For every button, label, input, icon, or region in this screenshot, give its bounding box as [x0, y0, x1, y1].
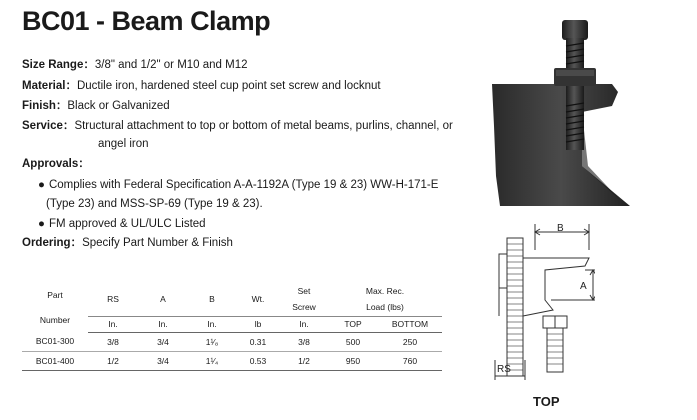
header-b: B [209, 293, 215, 304]
cell-rs: 1/2 [88, 351, 138, 370]
spec-material [22, 79, 381, 94]
dimension-drawing [485, 220, 595, 388]
approval-item [38, 178, 438, 193]
header-wt: Wt. [251, 293, 265, 304]
unit-set: In. [280, 316, 328, 332]
cell-top: 950 [328, 351, 378, 370]
spec-value: 3/8" and 1/2" or M10 and M12 [94, 59, 248, 71]
spec-service [22, 119, 453, 134]
spec-value: Black or Galvanized [67, 100, 170, 112]
approval-text: Complies with Federal Specification A-A-1192A (Type 19 & 23) WW-H-171-E [48, 179, 439, 191]
cell-set: 3/8 [280, 332, 328, 351]
cell-b: 1¹⁄₈ [188, 332, 236, 351]
cell-rs: 3/8 [88, 332, 138, 351]
unit-top: TOP [328, 316, 378, 332]
header-screw: Screw [292, 302, 316, 313]
cell-part: BC01-400 [22, 351, 88, 370]
spec-key: Service： [22, 120, 75, 132]
spec-key: Material： [22, 80, 77, 92]
cell-bottom: 760 [378, 351, 442, 370]
spec-key: Finish： [22, 100, 68, 112]
bullet-icon: ● [38, 218, 45, 230]
spec-finish [22, 99, 170, 114]
header-part: Part Number [39, 289, 71, 325]
table-row [22, 351, 442, 370]
cell-a: 3/4 [138, 332, 188, 351]
drawing-caption: TOP [533, 394, 560, 409]
spec-value: Structural attachment to top or bottom of metal beams, purlins, channel, or [74, 120, 453, 132]
cell-bottom: 250 [378, 332, 442, 351]
label-b: B [557, 223, 564, 234]
spec-service-cont: angel iron [98, 138, 149, 150]
spec-key: Approvals： [22, 158, 90, 170]
unit-a: In. [138, 316, 188, 332]
unit-rs: In. [88, 316, 138, 332]
spec-approvals [22, 157, 90, 172]
header-rs: RS [107, 293, 119, 304]
page-title: BC01 - Beam Clamp [22, 6, 271, 36]
spec-value: Ductile iron, hardened steel cup point set screw and locknut [76, 80, 381, 92]
bullet-icon: ● [38, 179, 45, 191]
unit-wt: lb [236, 316, 280, 332]
unit-b: In. [188, 316, 236, 332]
header-a: A [160, 293, 166, 304]
cell-part: BC01-300 [22, 332, 88, 351]
cell-top: 500 [328, 332, 378, 351]
approval-text: FM approved & UL/ULC Listed [48, 218, 206, 230]
spec-key: Size Range： [22, 59, 95, 71]
header-set: Set [297, 285, 311, 296]
spec-ordering [22, 236, 233, 251]
header-max: Max. Rec. [365, 285, 405, 296]
cell-wt: 0.53 [236, 351, 280, 370]
cell-b: 1¹⁄₄ [188, 351, 236, 370]
table-row [22, 332, 442, 351]
spec-table [22, 282, 442, 371]
spec-key: Ordering： [22, 237, 83, 249]
approval-item [38, 217, 206, 232]
beam-clamp-photo [470, 16, 660, 216]
cell-set: 1/2 [280, 351, 328, 370]
unit-bottom: BOTTOM [378, 316, 442, 332]
spec-size-range [22, 58, 248, 73]
approval-item-cont: (Type 23) and MSS-SP-69 (Type 19 & 23). [46, 198, 263, 210]
label-rs: RS [497, 364, 511, 375]
cell-wt: 0.31 [236, 332, 280, 351]
label-a: A [580, 281, 587, 292]
cell-a: 3/4 [138, 351, 188, 370]
header-load: Load (lbs) [366, 302, 404, 313]
spec-value: Specify Part Number & Finish [82, 237, 233, 249]
